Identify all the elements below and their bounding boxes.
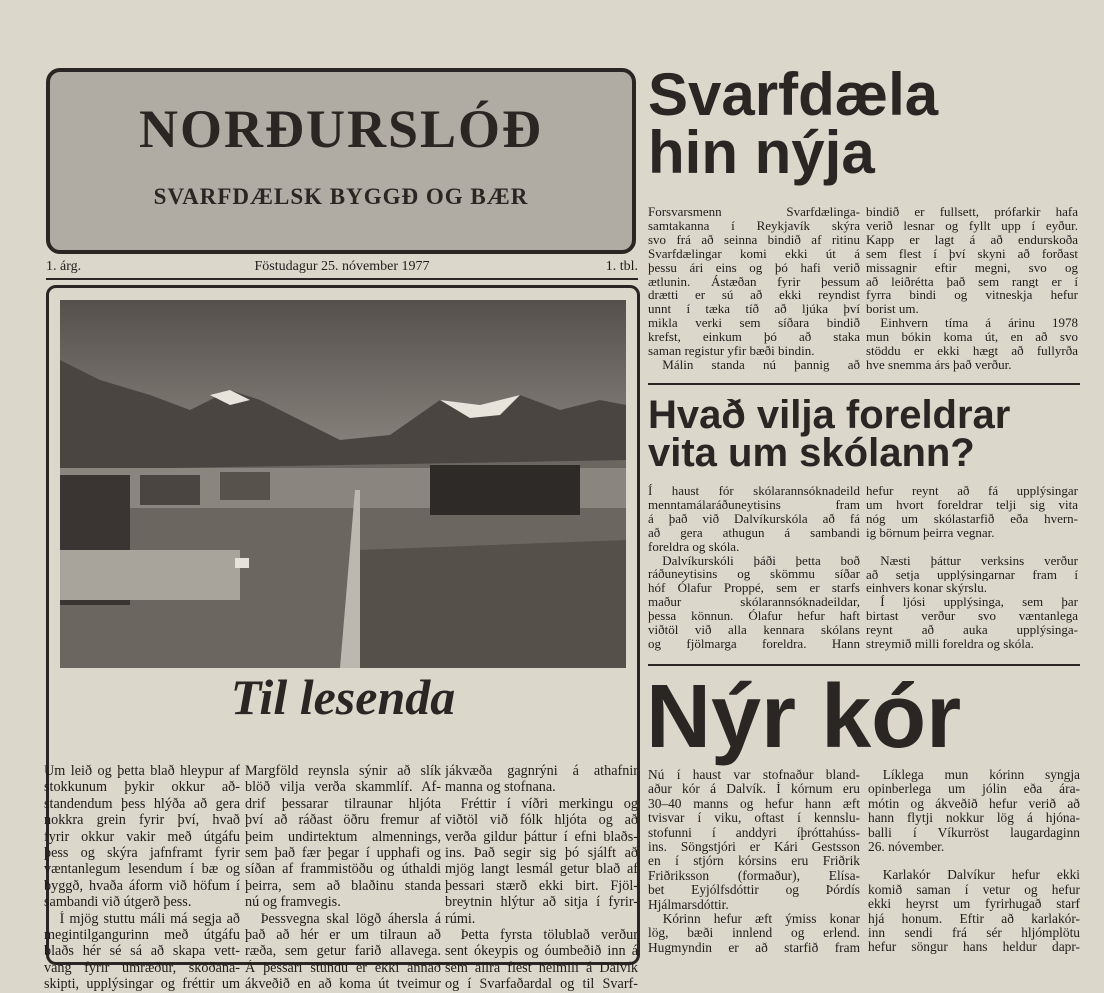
text-line: maður skólarannsóknadeildar, (648, 595, 860, 610)
text-line: að setja upplýsingarnar fram í (866, 567, 1078, 582)
text-line: unnt í tæka tíð að ljúka því (648, 302, 860, 317)
text-line: mjög langt lesmál getur blað af (445, 861, 638, 878)
text-line: hve snemma árs það verður. (866, 357, 1012, 372)
text-line: Hugmyndin er að starfið fram (648, 940, 860, 955)
paragraph-gap (866, 540, 1078, 554)
text-line: manna og stofnana. (445, 779, 556, 796)
text-line: ig börnum þeirra vegnar. (866, 525, 995, 540)
text-line: Í mjög stuttu máli má segja að (59, 910, 240, 927)
text-line: fyrra bindi og vitneskja hefur (866, 288, 1078, 303)
text-line: ins. Söngstjóri er Kári Gestsson (648, 840, 860, 855)
text-line: foreldra og skóla. (648, 539, 740, 554)
paragraph (648, 205, 860, 358)
paragraph (866, 554, 1078, 596)
paragraph (868, 768, 1080, 854)
text-line: lög, bæði innlend og erlend. (648, 926, 860, 941)
text-line: stöddu er ekki hægt að fullyrða (866, 344, 1078, 358)
paragraph (648, 484, 860, 554)
headline-line: vita um skólann? (648, 431, 975, 475)
text-line: Karlakór Dalvíkur hefur ekki (882, 868, 1080, 883)
text-line: ins. Það segir sig þó sjálft að (445, 845, 638, 862)
issue-number: 1. tbl. (605, 259, 638, 274)
text-line: Málin standa nú þannig að (662, 357, 860, 372)
text-line: ræða, sem getur farið allavega. (245, 943, 441, 960)
text-line: saman registur yfir bæði bindin. (648, 344, 815, 358)
text-line: þessa könnun. Ólafur hefur haft (648, 609, 860, 624)
text-line: blaðs hér sé sá að skapa vett- (44, 943, 240, 960)
text-line: sem flest í því skyni að forðast (866, 246, 1078, 261)
text-line: sem allra flest heimili á Dalvík (445, 959, 638, 976)
masthead (46, 68, 636, 254)
text-line: Einhvern tíma á árinu 1978 (880, 316, 1078, 331)
paragraph (44, 763, 240, 911)
text-line: þessari stærð ekki birt. Fjöl- (445, 877, 638, 894)
paragraph (866, 484, 1078, 540)
text-line: Um leið og þetta blað hleypur af (44, 763, 240, 779)
text-line: sem það fær þegar í upphafi og (245, 845, 441, 862)
text-line: drætti er sú að ekki reyndist (648, 288, 860, 303)
text-line: krefst, einkum þó að staka (648, 330, 860, 345)
text-line: breytnin hlýtur að sitja í fyrir- (445, 894, 638, 911)
lead-column-3 (445, 763, 638, 993)
text-line: en í stjórn kórsins eru Friðrik (648, 854, 860, 869)
text-line: tvisvar í viku, oftast í kennslu- (648, 811, 860, 826)
paragraph (445, 927, 638, 993)
newspaper-title: NORÐURSLÓÐ (138, 99, 544, 159)
text-line: hóf Ólafur Proppé, sem er starfs (648, 581, 860, 596)
text-line: að leiðrétta það sem rangt er í (866, 274, 1078, 289)
text-line: á það við Dalvíkurskóla að fá (648, 511, 860, 526)
text-line: 30–40 manns og hefur hann æft (648, 796, 860, 811)
headline-line: hin nýja (648, 119, 875, 186)
text-line: og í Svarfaðardal og til Svarf- (445, 976, 638, 993)
text-line: fyrir okkur vakir með útgáfu (44, 828, 240, 845)
text-line: þessu ári eins og þó hafi verið (648, 260, 860, 275)
divider (648, 383, 1080, 385)
text-line: reynt að auka upplýsinga- (866, 623, 1078, 638)
text-line: rúmi. (445, 910, 476, 927)
text-line: menntamálaráðuneytisins fram (648, 497, 860, 512)
article2-column-1 (648, 484, 860, 651)
issue-date: Föstudagur 25. nóvember 1977 (254, 259, 430, 274)
article1-headline (648, 61, 939, 186)
text-line: að gera athugun á sambandi (648, 525, 860, 540)
text-line: Hjálmarsdóttir. (648, 897, 729, 912)
headline-line: Svarfdæla (648, 61, 939, 128)
text-line: ætlunin. Ástæðan fyrir þessum (648, 274, 860, 289)
text-line: aður kór á Dalvík. Í kórnum eru (648, 782, 860, 797)
text-line: Fréttir í víðri merkingu og (460, 795, 638, 812)
text-line: sent ókeypis og óumbeðið inn á (445, 943, 638, 960)
article3-headline: Nýr kór (646, 667, 962, 767)
divider (648, 664, 1080, 666)
headline-line: Hvað vilja foreldrar (648, 393, 1011, 437)
text-line: Forsvarsmenn Svarfdælinga- (648, 205, 860, 219)
article2-column-2 (866, 484, 1078, 651)
text-line: samtakanna í Reykjavík skýra (648, 218, 860, 233)
text-line: það að hér er um tilraun að (245, 927, 441, 944)
paragraph-gap (868, 854, 1080, 868)
paragraph (648, 554, 860, 651)
text-line: mikla verki sem síðara bindið (648, 316, 860, 331)
text-line: verið lesnar og fyllt upp í eyður. (866, 218, 1078, 233)
text-line: komið saman í vetur og hefur (868, 882, 1080, 897)
paragraph (648, 912, 860, 955)
article1-column-1 (648, 205, 860, 372)
text-line: jákvæða gagnrýni á athafnir (445, 763, 638, 779)
newspaper-subtitle: SVARFDÆLSK BYGGÐ OG BÆR (153, 184, 529, 209)
text-line: Í ljósi upplýsinga, sem þar (880, 595, 1078, 610)
text-line: viðtöl við fólk hljóta og að (445, 812, 638, 829)
text-line: Á þessari stundu er ekki annað (245, 959, 441, 976)
text-line: standendum þess hlýða að gera (44, 795, 240, 812)
text-line: Margföld reynsla sýnir að slík (245, 763, 441, 779)
text-line: bindið er fullsett, prófarkir hafa (866, 205, 1078, 219)
text-line: nokkra grein fyrir því, hvað (44, 812, 240, 829)
text-line: bet Eyjólfsdóttir og Þórdís (648, 883, 860, 898)
text-line: balli í Víkurröst laugardaginn (868, 825, 1080, 840)
text-line: sambandi við útgerð þess. (44, 894, 192, 911)
text-line: hefur reynt að fá upplýsingar (866, 484, 1078, 498)
lead-headline: Til lesenda (230, 669, 456, 725)
text-line: missagnir eftir megni, svo og (866, 260, 1078, 275)
paragraph (648, 358, 860, 372)
text-line: nóg um skólastarfið eða hvern- (866, 511, 1078, 526)
text-line: hefur söngur hans heldur dapr- (868, 940, 1080, 955)
text-line: einhvers konar skýrslu. (866, 581, 987, 596)
text-line: 26. nóvember. (868, 840, 945, 855)
text-line: síðan af frammistöðu og úthaldi (245, 861, 441, 878)
text-line: byggð, hvaða áform við höfum í (44, 877, 240, 894)
text-line: Í haust fór skólarannsóknadeild (648, 484, 860, 498)
text-line: Kórinn hefur æft ýmiss konar (662, 912, 860, 927)
text-line: væntanlegum lesendum í bæ og (44, 861, 240, 878)
text-line: mun bókin koma út, en að svo (866, 330, 1078, 345)
article3-column-1 (648, 768, 860, 955)
text-line: Dalvíkurskóli þáði þetta boð (662, 553, 860, 568)
town-photo (60, 300, 626, 668)
paragraph (866, 595, 1078, 651)
lead-column-1 (44, 763, 240, 993)
text-line: Nú í haust var stofnaður bland- (648, 768, 860, 782)
text-line: þess og skýra jafnframt fyrir (44, 845, 240, 862)
text-line: Þessvegna skal lögð áhersla á (260, 910, 441, 927)
paragraph (866, 205, 1078, 316)
text-line: drif þessarar tilraunar hljóta (245, 795, 441, 812)
text-line: stokkunum þykir okkur að- (44, 779, 240, 796)
text-line: mótin og ákveðið hefur verið að (868, 796, 1080, 811)
paragraph (648, 768, 860, 912)
text-line: Líklega mun kórinn syngja (882, 768, 1080, 782)
paragraph (245, 763, 441, 911)
text-line: um hvort foreldrar telji sig vita (866, 497, 1078, 512)
text-line: skipti, upplýsingar og fréttir um (44, 976, 240, 993)
text-line: svo frá að seinna bindið af ritinu (648, 232, 860, 247)
text-line: hjá honum. Eftir að karlakór- (868, 911, 1080, 926)
paragraph (445, 796, 638, 927)
text-line: Þetta fyrsta tölublað verður (460, 927, 638, 944)
text-line: og fjölmarga foreldra. Hann (648, 636, 860, 651)
text-line: inn sendi frá sér hljómplötu (868, 926, 1080, 941)
dateline (46, 258, 638, 280)
text-line: ráðuneytisins og skömmu síðar (648, 567, 860, 582)
text-line: borist um. (866, 302, 919, 317)
text-line: opinberlega um jólin eða ára- (868, 782, 1080, 797)
text-line: þeirra, sem að blaðinu standa (245, 877, 441, 894)
text-line: Kapp er lagt á að endurskoða (866, 232, 1078, 247)
text-line: hann flytji nokkur lög á hjóna- (868, 811, 1080, 826)
article1-column-2 (866, 205, 1078, 372)
text-line: verða gildur þáttur í efni blaðs- (445, 828, 638, 845)
field (360, 540, 626, 668)
text-line: birtast verður svo væntanlega (866, 609, 1078, 624)
text-line: streymið milli foreldra og skóla. (866, 637, 1034, 651)
paragraph (445, 763, 638, 796)
text-line: vang fyrir umræður, skoðana- (44, 959, 240, 976)
text-line: Næsti þáttur verksins verður (880, 553, 1078, 568)
text-line: Friðriksson (formaður), Elísa- (648, 868, 860, 883)
text-line: þeim undirtektum almennings, (245, 828, 441, 845)
article2-headline (648, 393, 1011, 475)
lead-column-2 (245, 763, 441, 993)
text-line: nú og framvegis. (245, 894, 341, 911)
text-line: stofunni í anddyri íþróttahúss- (648, 825, 860, 840)
paragraph (868, 868, 1080, 954)
volume-label: 1. árg. (46, 259, 82, 274)
text-line: viðtöl við alla kennara skólans (648, 623, 860, 637)
text-line: ekki heyrst um fyrirhugað starf (868, 897, 1080, 912)
paragraph (866, 316, 1078, 372)
text-line: blöð vilja verða skammlíf. Af- (245, 779, 441, 796)
text-line: ákveðið en að koma út tveimur (245, 976, 441, 993)
text-line: Svarfdælingar komi ekki út á (648, 246, 860, 261)
text-line: því að ráðast öðru fremur af (245, 812, 441, 829)
text-line: megintilgangurinn með útgáfu (44, 927, 240, 944)
article3-column-2 (868, 768, 1080, 955)
